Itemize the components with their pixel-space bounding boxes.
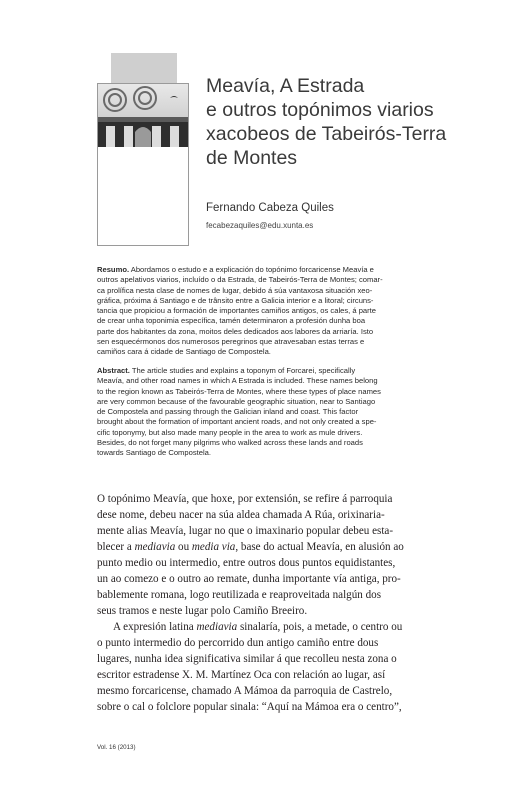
author-email[interactable]: fecabezaquiles@edu.xunta.es — [206, 221, 314, 230]
resumo-block — [97, 265, 422, 358]
abstract-line: cific toponymy, but also made many people in the area to work as mule drivers. — [97, 427, 363, 437]
italic-term: media via — [191, 541, 236, 553]
resumo-line: gráfica, próxima á Santiago e de trânsito entre a Galicia interior e a litoral; circuns- — [97, 295, 374, 305]
body-line: mesmo forcaricense, chamado A Mámoa da parroquia de Castrelo, — [97, 685, 393, 697]
body-line: escritor estradense X. M. Martínez Oca con relación ao lugar, así — [97, 669, 386, 681]
resumo-line: outros apelativos viarios, incluído o da Estrada, de Tabeirós-Terra de Montes; comar- — [97, 275, 383, 285]
italic-term: mediavia — [134, 541, 176, 553]
resumo-line: camiños cara á cidade de Santiago de Compostela. — [97, 347, 271, 357]
body-line: O topónimo Meavía, que hoxe, por extensión, se refire á parroquia — [97, 493, 393, 505]
body-line: dese nome, debeu nacer na súa aldea chamada A Rúa, orixinaria- — [97, 509, 385, 521]
title-line: xacobeos de Tabeirós-Terra — [206, 123, 447, 145]
header-photo-art — [98, 84, 188, 147]
resumo-line: sen esquecérmonos dos numerosos peregrinos que atravesaban estas terras e — [97, 337, 365, 347]
abstract-line: de Compostela and passing through the Galician inland and coast. This factor — [97, 407, 359, 417]
abstract-line: brought about the formation of important ancient roads, and not only created a spe- — [97, 417, 377, 427]
body-line: punto medio ou intermedio, entre outros dous puntos equidistantes, — [97, 557, 396, 569]
body-line: un ao comezo e o outro ao remate, dunha importante vía antiga, pro- — [97, 573, 401, 585]
title-line: e outros topónimos viarios — [206, 99, 434, 121]
body-paragraph-2 — [97, 619, 432, 715]
resumo-line: ca prolífica nesta clase de nomes de lugar, debido á súa vantaxosa situación xeo- — [97, 285, 373, 295]
article-title — [206, 74, 496, 170]
abstract-line: are very common because of the favourable geographic situation, near to Santiago — [97, 396, 376, 406]
header-photo — [98, 84, 188, 147]
italic-term: mediavia — [196, 621, 238, 633]
resumo-line: Resumo. Abordamos o estudo e a explicación do topónimo forcaricense Meavía e — [97, 265, 374, 274]
resumo-label: Resumo. — [97, 265, 130, 274]
abstract-line: towards Santiago de Compostela. — [97, 448, 211, 458]
resumo-line: tancia que propiciou a formación de importantes camiños antigos, os cales, á parte — [97, 306, 377, 316]
title-line: de Montes — [206, 147, 298, 169]
body-line: bablemente romana, logo reutilizada e reaproveitada nalgún dos — [97, 589, 382, 601]
body-line: mente alias Meavía, lugar no que o imaxinario popular debeu esta- — [97, 525, 394, 537]
body-line: seus tramos e neste lugar polo Camiño Breeiro. — [97, 605, 308, 617]
abstract-line: Abstract. The article studies and explains a toponym of Forcarei, specifically — [97, 366, 356, 375]
volume-footer: Vol. 16 (2013) — [97, 744, 136, 751]
abstract-label: Abstract. — [97, 366, 130, 375]
resumo-line: de crear unha toponimia específica, tamén determinaron a profesión dunha boa — [97, 316, 366, 326]
abstract-block — [97, 366, 422, 459]
title-line: Meavía, A Estrada — [206, 75, 365, 97]
resumo-line: parte dos habitantes da zona, moitos deles dedicados aos labores da arriaría. Isto — [97, 326, 374, 336]
body-line: A expresión latina mediavia sinalaría, pois, a metade, o centro ou — [113, 621, 403, 633]
body-line: blecer a mediavia ou media via, base do actual Meavía, en alusión ao — [97, 541, 404, 553]
abstract-line: to the region known as Tabeirós-Terra de Montes, where these types of place names — [97, 386, 381, 396]
body-line: sobre o cal o folclore popular sinala: “Aquí na Mámoa era o centro”, — [97, 701, 402, 713]
body-paragraph-1 — [97, 491, 432, 619]
body-line: lugares, nunha idea significativa similar á que recolleu nesta zona o — [97, 653, 397, 665]
abstract-line: Meavía, and other road names in which A Estrada is included. These names belong — [97, 376, 378, 386]
abstract-line: Besides, do not forget many pilgrims who walked across these lands and roads — [97, 438, 363, 448]
author-name: Fernando Cabeza Quiles — [206, 202, 334, 214]
body-line: o punto intermedio do percorrido dun antigo camiño entre dous — [97, 637, 379, 649]
header-grey-tab — [111, 53, 177, 83]
